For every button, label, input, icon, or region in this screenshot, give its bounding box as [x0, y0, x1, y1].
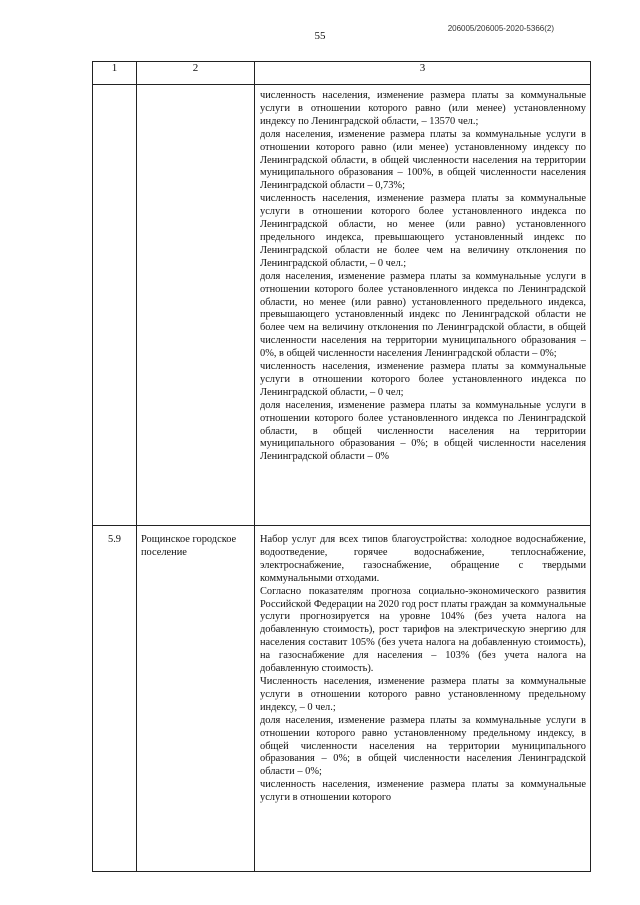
table-row: [93, 526, 591, 872]
settlement-name: [137, 85, 255, 526]
paragraph: численность населения, изменение размера платы за коммунальные услуги в отношении которого равно (или менее) установленному индексу по Ленинградской области, – 13570 чел.;: [260, 90, 586, 127]
paragraph: доля населения, изменение размера платы за коммунальные услуги в отношении которого более установленного индекса по Ленинградской области, но менее (или равно) установленного предельного индекса, превышающего установленный индекс по Ленинградской области не более чем на величину отклонения по Ленинградской области, в общей численности населения на территории муниципального образования – 0%, в общей численности населения Ленинградской области – 0%;: [260, 270, 586, 360]
column-header: 3: [255, 62, 591, 85]
table-header-row: [93, 62, 591, 85]
paragraph: доля населения, изменение размера платы за коммунальные услуги в отношении которого более установленного индекса по Ленинградской области, в общей численности населения на территории муниципального образования – 0%; в общей численности населения Ленинградской области – 0%: [260, 399, 586, 463]
description-cell: [255, 526, 591, 872]
description-cell: [255, 85, 591, 526]
settlement-name: Рощинское городское поселение: [137, 526, 255, 872]
table-row: [93, 85, 591, 526]
row-number: 5.9: [93, 526, 137, 872]
paragraph: Численность населения, изменение размера платы за коммунальные услуги в отношении которого равно установленному предельному индексу, – 0 чел.;: [260, 675, 586, 713]
page-number: 55: [314, 30, 326, 42]
paragraph: доля населения, изменение размера платы за коммунальные услуги в отношении которого равно (или менее) установленному индексу по Ленинградской области, в общей численности населения на территории муниципального образования – 100%, в общей численности населения Ленинградской области – 0,73%;: [260, 128, 586, 192]
paragraph: численность населения, изменение размера платы за коммунальные услуги в отношении которого: [260, 779, 586, 804]
column-header: 1: [93, 62, 137, 85]
paragraph: численность населения, изменение размера платы за коммунальные услуги в отношении которого более установленного индекса по Ленинградской области, – 0 чел;: [260, 361, 586, 398]
paragraph: Согласно показателям прогноза социально-экономического развития Российской Федерации на 2020 год рост платы граждан за коммунальные услуги прогнозируется на уровне 104% (без учета налога на добавленную стоимость), рост тарифов на электрическую энергию для населения составит 105% (без учета налога на добавленную стоимость), на газоснабжение для населения – 103% (без учета налога на добавленную стоимость).: [260, 585, 586, 675]
paragraph: численность населения, изменение размера платы за коммунальные услуги в отношении которого более установленного индекса по Ленинградской области, но менее (или равно) установленного предельного индекса, превышающего установленный индекс по Ленинградской области не более чем на величину отклонения по Ленинградской области, – 0 чел.;: [260, 193, 586, 269]
row-number: [93, 85, 137, 526]
column-header: 2: [137, 62, 255, 85]
document-code: 206005/206005-2020-5366(2): [447, 24, 554, 33]
paragraph: доля населения, изменение размера платы за коммунальные услуги в отношении которого равно установленному предельному индексу, в общей численности населения на территории муниципального образования – 0%; в общей численности населения Ленинградской области – 0%;: [260, 714, 586, 778]
paragraph: Набор услуг для всех типов благоустройства: холодное водоснабжение, водоотведение, горячее водоснабжение, теплоснабжение, электроснабжение, газоснабжение, обращение с твердыми коммунальными отходами.: [260, 534, 586, 584]
data-table: [92, 61, 591, 872]
